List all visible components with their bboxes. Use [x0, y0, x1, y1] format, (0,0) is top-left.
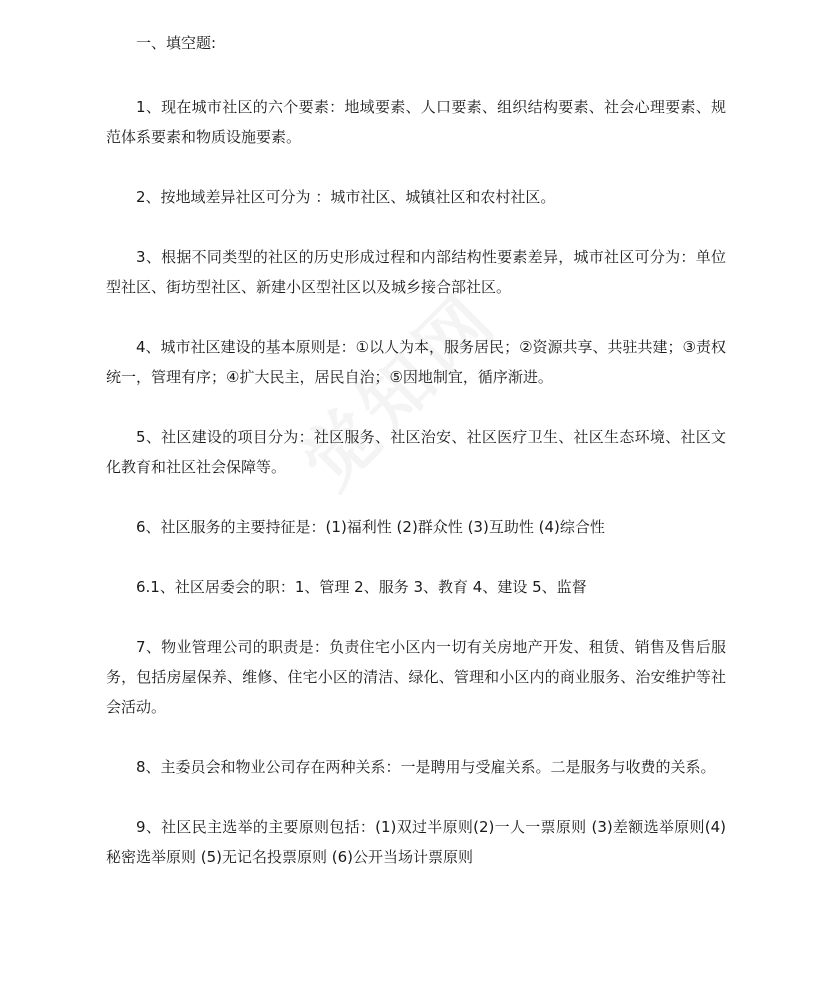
question-5: 5、社区建设的项目分为：社区服务、社区治安、社区医疗卫生、社区生态环境、社区文化教育和社区社会保障等。: [106, 428, 726, 476]
question-2: 2、按地域差异社区可分为 ：城市社区、城镇社区和农村社区。: [136, 188, 556, 206]
question-7: 7、物业管理公司的职责是：负责住宅小区内一切有关房地产开发、租赁、销售及售后服务，包括房屋保养、维修、住宅小区的清洁、绿化、管理和小区内的商业服务、治安维护等社会活动。: [106, 638, 726, 716]
section-title: 一、填空题:: [136, 34, 217, 52]
question-6-1: 6.1、社区居委会的职：1、管理 2、服务 3、教育 4、建设 5、监督: [136, 578, 587, 596]
question-4: 4、城市社区建设的基本原则是：①以人为本，服务居民；②资源共享、共驻共建；③责权统一，管理有序；④扩大民主，居民自治；⑤因地制宜，循序渐进。: [106, 338, 726, 386]
document-body: [106, 32, 726, 902]
question-6: 6、社区服务的主要持征是：(1)福利性 (2)群众性 (3)互助性 (4)综合性: [136, 518, 605, 536]
question-9: 9、社区民主选举的主要原则包括：(1)双过半原则(2)一人一票原则 (3)差额选举原则(4)秘密选举原则 (5)无记名投票原则 (6)公开当场计票原则: [106, 818, 726, 866]
question-8: 8、主委员会和物业公司存在两种关系：一是聘用与受雇关系。二是服务与收费的关系。: [136, 758, 716, 776]
question-1: 1、现在城市社区的六个要素：地域要素、人口要素、组织结构要素、社会心理要素、规范体系要素和物质设施要素。: [106, 98, 726, 146]
question-3: 3、根据不同类型的社区的历史形成过程和内部结构性要素差异，城市社区可分为：单位型社区、街坊型社区、新建小区型社区以及城乡接合部社区。: [106, 248, 726, 296]
